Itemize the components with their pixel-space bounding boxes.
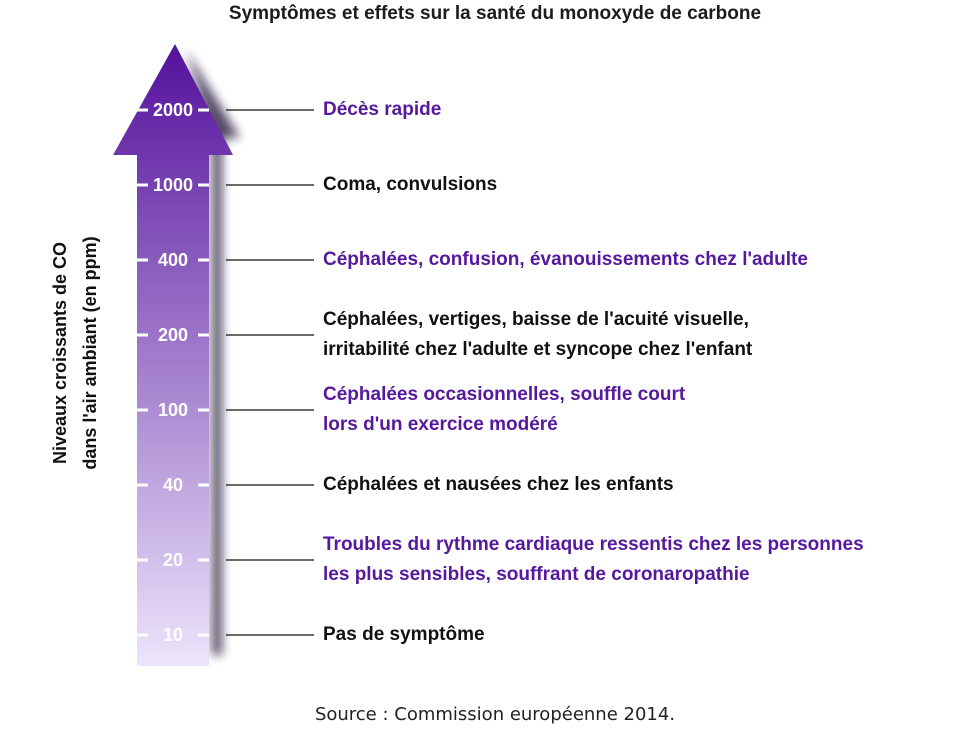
source-note: Source : Commission européenne 2014. [314,704,676,725]
effect-text-line: les plus sensibles, souffrant de coronaropathie [323,564,750,585]
effect-text-line: Troubles du rythme cardiaque ressentis chez les personnes [323,534,864,555]
effect-text [323,470,674,500]
ppm-tick-label: 2000 [152,100,194,120]
ppm-tick-label: 20 [162,550,184,570]
effect-text-line: Céphalées, confusion, évanouissements chez l'adulte [323,249,808,270]
effect-text [323,245,808,275]
effect-text [323,95,441,125]
diagram-title: Symptômes et effets sur la santé du monoxyde de carbone [228,3,762,24]
effect-text-line: Céphalées et nausées chez les enfants [323,474,674,495]
effect-text [323,380,685,440]
effect-text [323,170,497,200]
ppm-tick-label: 400 [157,250,189,270]
effect-text-line: irritabilité chez l'adulte et syncope chez l'enfant [323,339,753,360]
y-axis-label-line-1: Niveaux croissants de CO [50,241,70,465]
ppm-tick-label: 200 [157,325,189,345]
effect-text-line: Céphalées, vertiges, baisse de l'acuité visuelle, [323,309,749,330]
effect-text [323,620,485,650]
ppm-tick-label: 40 [162,475,184,495]
effect-text [323,305,752,365]
effect-text-line: Coma, convulsions [323,174,498,195]
effect-text-line: Céphalées occasionnelles, souffle court [323,384,686,405]
ppm-tick-label: 100 [157,400,189,420]
effect-text [323,530,864,590]
effect-text-line: lors d'un exercice modéré [323,414,558,435]
effect-text-line: Pas de symptôme [323,624,485,645]
ppm-tick-label: 10 [162,625,184,645]
effect-text-line: Décès rapide [323,99,442,120]
y-axis-label-line-2: dans l'air ambiant (en ppm) [80,236,100,470]
ppm-tick-label: 1000 [152,175,194,195]
